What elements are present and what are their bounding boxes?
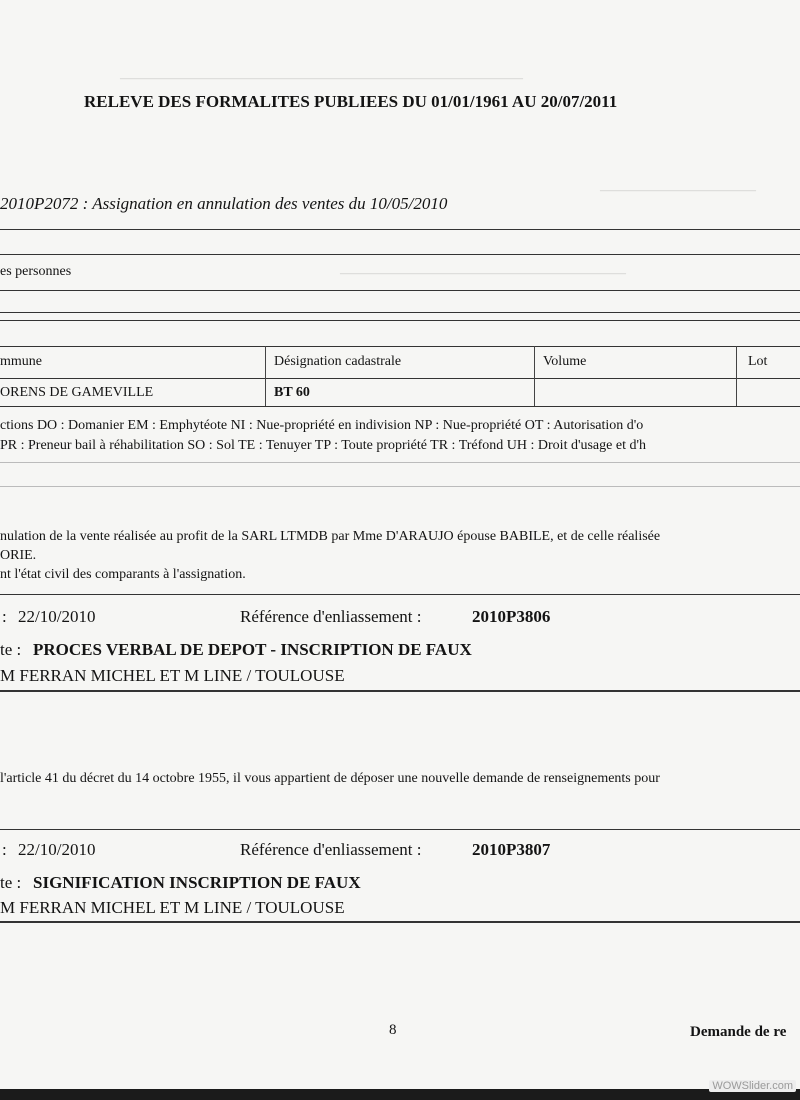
table-border-bottom <box>0 406 800 407</box>
bleed-through-text: ――――――――――――――――――――――――――――――― <box>120 70 523 85</box>
entry-date: 22/10/2010 <box>18 840 96 859</box>
table-border-top <box>0 346 800 347</box>
table-header-lot: Lot <box>748 354 768 369</box>
table-header-commune: mmune <box>0 354 42 369</box>
divider <box>0 829 800 830</box>
remark-line: ORIE. <box>0 548 37 563</box>
entry-ref: 2010P3806 <box>472 607 551 626</box>
entry-ref-label: Référence d'enliassement : <box>240 607 422 626</box>
entry-nature: PROCES VERBAL DE DEPOT - INSCRIPTION DE FAUX <box>33 640 472 659</box>
persons-label: es personnes <box>0 264 72 279</box>
article-note: l'article 41 du décret du 14 octobre 1955, il vous appartient de déposer une nouvelle demande de renseignements pour <box>0 771 660 786</box>
footer-right-text: Demande de re <box>690 1024 787 1040</box>
entry-date-prefix: : <box>2 840 7 859</box>
table-cell-designation: BT 60 <box>274 385 310 400</box>
entry-ref: 2010P3807 <box>472 840 551 859</box>
legend-line: ctions DO : Domanier EM : Emphytéote NI : Nue-propriété en indivision NP : Nue-propriété OT : Autorisation d'o <box>0 418 644 433</box>
bottom-bar <box>0 1089 800 1100</box>
table-header-designation: Désignation cadastrale <box>274 354 402 369</box>
table-col-separator <box>736 346 737 406</box>
entry-nature-prefix: te : <box>0 873 22 892</box>
legend-line: PR : Preneur bail à réhabilitation SO : Sol TE : Tenuyer TP : Toute propriété TR : Tréfond UH : Droit d'usage et d'h <box>0 438 646 453</box>
entry-parties: M FERRAN MICHEL ET M LINE / TOULOUSE <box>0 898 345 917</box>
formality-heading: 2010P2072 : Assignation en annulation des ventes du 10/05/2010 <box>0 194 448 213</box>
divider <box>0 594 800 595</box>
remark-line: nulation de la vente réalisée au profit de la SARL LTMDB par Mme D'ARAUJO épouse BABILE, et de celle réalisée <box>0 529 661 544</box>
document-title: RELEVE DES FORMALITES PUBLIEES DU 01/01/1961 AU 20/07/2011 <box>84 92 618 111</box>
table-cell-commune: ORENS DE GAMEVILLE <box>0 385 154 400</box>
table-col-separator <box>534 346 535 406</box>
table-header-volume: Volume <box>543 354 587 369</box>
watermark-logo: WOWSlider.com <box>709 1080 796 1092</box>
entry-parties: M FERRAN MICHEL ET M LINE / TOULOUSE <box>0 666 345 685</box>
entry-nature: SIGNIFICATION INSCRIPTION DE FAUX <box>33 873 361 892</box>
entry-ref-label: Référence d'enliassement : <box>240 840 422 859</box>
entry-nature-prefix: te : <box>0 640 22 659</box>
entry-date: 22/10/2010 <box>18 607 96 626</box>
entry-underline <box>0 690 800 692</box>
divider <box>0 486 800 487</box>
divider <box>0 254 800 255</box>
divider <box>0 320 800 321</box>
page-number: 8 <box>389 1022 397 1038</box>
table-border-mid <box>0 378 800 379</box>
divider <box>0 290 800 291</box>
divider <box>0 229 800 230</box>
remark-line: nt l'état civil des comparants à l'assignation. <box>0 567 246 582</box>
entry-date-prefix: : <box>2 607 7 626</box>
table-col-separator <box>265 346 266 406</box>
entry-underline <box>0 921 800 923</box>
bleed-through-text: ―――――――――――――――――――――― <box>340 265 626 280</box>
divider <box>0 462 800 463</box>
divider <box>0 312 800 313</box>
bleed-through-text: ―――――――――――― <box>600 182 756 197</box>
